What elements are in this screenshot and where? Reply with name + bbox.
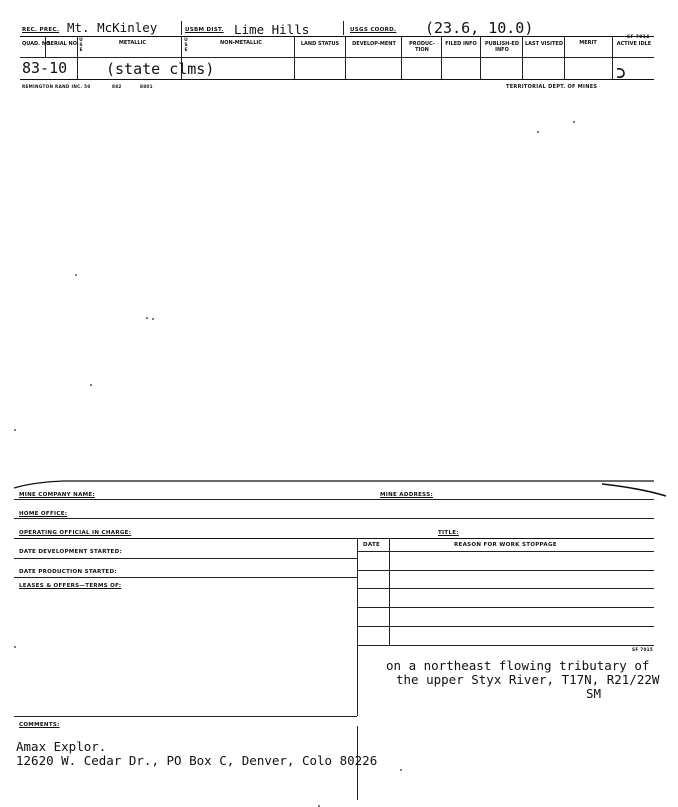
col-quad-no: QUAD. NO.	[22, 41, 53, 47]
grid-line	[441, 37, 442, 79]
grid-line	[522, 37, 523, 79]
form-number: SF 7014	[627, 35, 650, 40]
location-line-3: SM	[586, 686, 602, 701]
divider	[181, 21, 182, 35]
col-non-metallic: NON-METALLIC	[220, 40, 262, 46]
rule	[14, 577, 357, 578]
rule	[357, 588, 654, 589]
col-development: DEVELOP-MENT	[352, 41, 396, 47]
grid-line	[389, 538, 390, 645]
usbm-dist-label: USBM DIST.	[185, 27, 224, 33]
metallic-value: (state clms)	[106, 60, 215, 78]
printer-mark: REMINGTON RAND INC. 50	[22, 84, 91, 89]
rule	[357, 607, 654, 608]
col-published-info: PUBLISH-ED INFO	[484, 41, 519, 53]
rule	[20, 57, 654, 58]
usgs-coord-label: USGS COORD.	[350, 27, 397, 33]
tab-mark-icon	[614, 66, 628, 80]
grid-line	[564, 37, 565, 79]
usbm-dist-value: Lime Hills	[234, 22, 310, 37]
code-a: 882	[112, 84, 122, 89]
operating-official-label: OPERATING OFFICIAL IN CHARGE:	[19, 530, 132, 536]
grid-line	[357, 538, 358, 716]
leases-label: LEASES & OFFERS—TERMS OF:	[19, 583, 122, 589]
quad-serial-value: 83-10	[22, 59, 68, 77]
grid-line	[401, 37, 402, 79]
col-merit: MERIT	[579, 40, 597, 46]
grid-line	[612, 37, 613, 79]
col-metallic: METALLIC	[118, 40, 147, 46]
rec-prec-label: REC. PREC.	[22, 27, 60, 33]
location-line-2: the upper Styx River, T17N, R21/22W	[396, 672, 660, 687]
grid-line	[77, 37, 78, 79]
rule	[357, 645, 654, 646]
rule	[14, 538, 654, 539]
grid-line	[345, 37, 346, 79]
rule	[14, 518, 654, 519]
usgs-coord-value: (23.6, 10.0)	[425, 19, 534, 37]
divider	[343, 21, 344, 35]
date-prod-started-label: DATE PRODUCTION STARTED:	[19, 569, 117, 575]
grid-line	[45, 37, 46, 57]
title-label: TITLE:	[438, 530, 459, 536]
grid-line	[480, 37, 481, 79]
rule	[20, 79, 654, 80]
department-mark: TERRITORIAL DEPT. OF MINES	[506, 84, 598, 90]
rule	[14, 716, 357, 717]
comments-label: COMMENTS:	[19, 722, 60, 728]
mine-company-name-label: MINE COMPANY NAME:	[19, 492, 95, 498]
col-active-idle: ACTIVE IDLE	[616, 41, 652, 47]
col-use-1: U S E	[79, 38, 83, 53]
reason-col-label: REASON FOR WORK STOPPAGE	[454, 542, 557, 548]
home-office-label: HOME OFFICE:	[19, 511, 68, 517]
rule	[357, 570, 654, 571]
comment-line-2: 12620 W. Cedar Dr., PO Box C, Denver, Colo 80226	[16, 753, 378, 768]
col-last-visited: LAST VISITED	[525, 41, 563, 47]
date-dev-started-label: DATE DEVELOPMENT STARTED:	[19, 549, 122, 555]
location-line-1: on a northeast flowing tributary of	[386, 658, 650, 673]
col-land-status: LAND STATUS	[300, 41, 340, 47]
rule	[14, 499, 654, 500]
rec-prec-value: Mt. McKinley	[67, 20, 158, 35]
date-col-label: DATE	[363, 542, 381, 548]
rule	[357, 551, 654, 552]
form-number-lower: SF 7015	[632, 647, 654, 652]
rule	[20, 36, 654, 37]
rule	[357, 626, 654, 627]
col-serial-no: SERIAL NO.	[47, 41, 79, 47]
comment-line-1: Amax Explor.	[16, 739, 107, 754]
col-production: PRODUC-TION	[409, 41, 435, 53]
col-filed-info: FILED INFO	[445, 41, 477, 47]
mine-address-label: MINE ADDRESS:	[380, 492, 433, 498]
code-b: 8801	[140, 84, 153, 89]
col-use-2: U S E	[184, 38, 188, 53]
grid-line	[294, 37, 295, 79]
rule	[14, 558, 357, 559]
card-edge-curve	[14, 476, 668, 498]
